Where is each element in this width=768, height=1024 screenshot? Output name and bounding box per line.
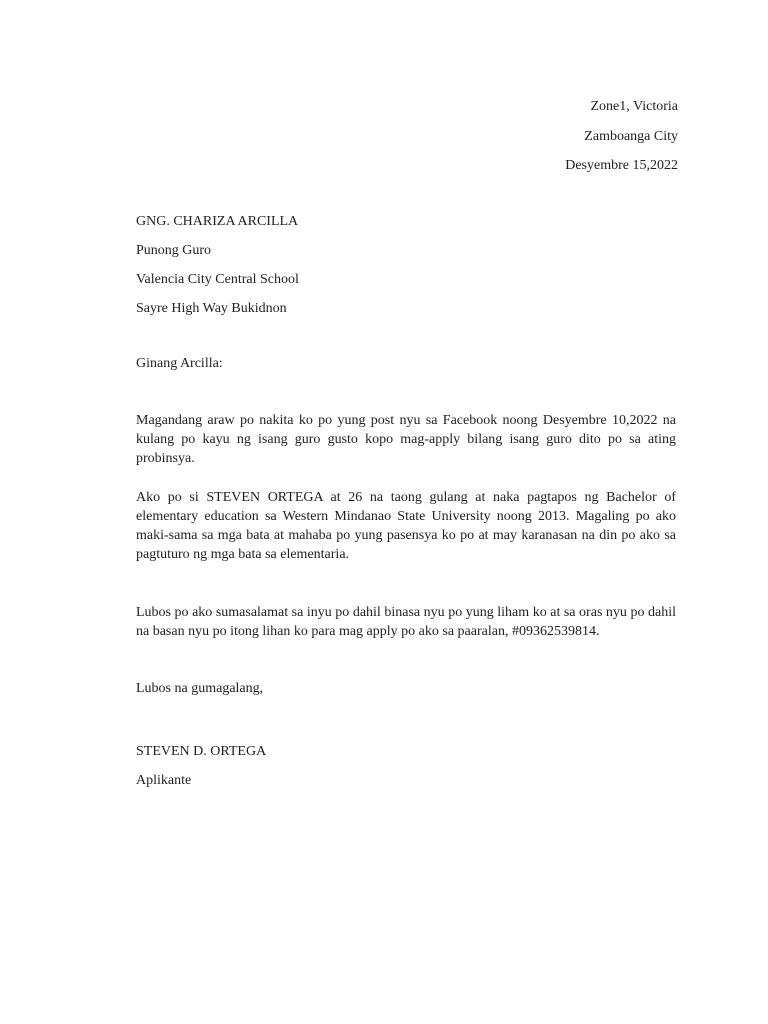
signature-block bbox=[136, 737, 266, 795]
salutation: Ginang Arcilla: bbox=[136, 356, 223, 371]
signature-title: Aplikante bbox=[136, 773, 192, 788]
signature-name: STEVEN D. ORTEGA bbox=[136, 744, 267, 759]
letter-date: Desyembre 15,2022 bbox=[565, 158, 678, 173]
closing: Lubos na gumagalang, bbox=[136, 681, 264, 696]
sender-address-block bbox=[565, 92, 678, 181]
body-paragraph-3: Lubos po ako sumasalamat sa inyu po dahil binasa nyu po yung liham ko at sa oras nyu po dahil na basan nyu po itong lihan ko para mag apply po ako sa paaralan, #09362539814. bbox=[136, 605, 676, 639]
sender-address-line2: Zamboanga City bbox=[584, 128, 678, 144]
recipient-school: Valencia City Central School bbox=[136, 272, 299, 287]
recipient-address: Sayre High Way Bukidnon bbox=[136, 301, 287, 316]
body-paragraph-1: Magandang araw po nakita ko po yung post nyu sa Facebook noong Desyembre 10,2022 na kulang po kayu ng isang guro gusto kopo mag-apply bilang isang guro dito po sa ating probinsya. bbox=[136, 413, 676, 466]
recipient-block bbox=[136, 207, 299, 323]
body-paragraph-2: Ako po si STEVEN ORTEGA at 26 na taong gulang at naka pagtapos ng Bachelor of elementary education sa Western Mindanao State University noong 2013. Magaling po ako maki-sama sa mga bata at mahaba po yung pasensya ko po at may karanasan na din po ako sa pagtuturo ng mga bata sa elementaria. bbox=[136, 490, 676, 562]
recipient-position: Punong Guro bbox=[136, 243, 212, 258]
recipient-name: GNG. CHARIZA ARCILLA bbox=[136, 214, 299, 229]
sender-address-line1: Zone1, Victoria bbox=[590, 99, 678, 114]
